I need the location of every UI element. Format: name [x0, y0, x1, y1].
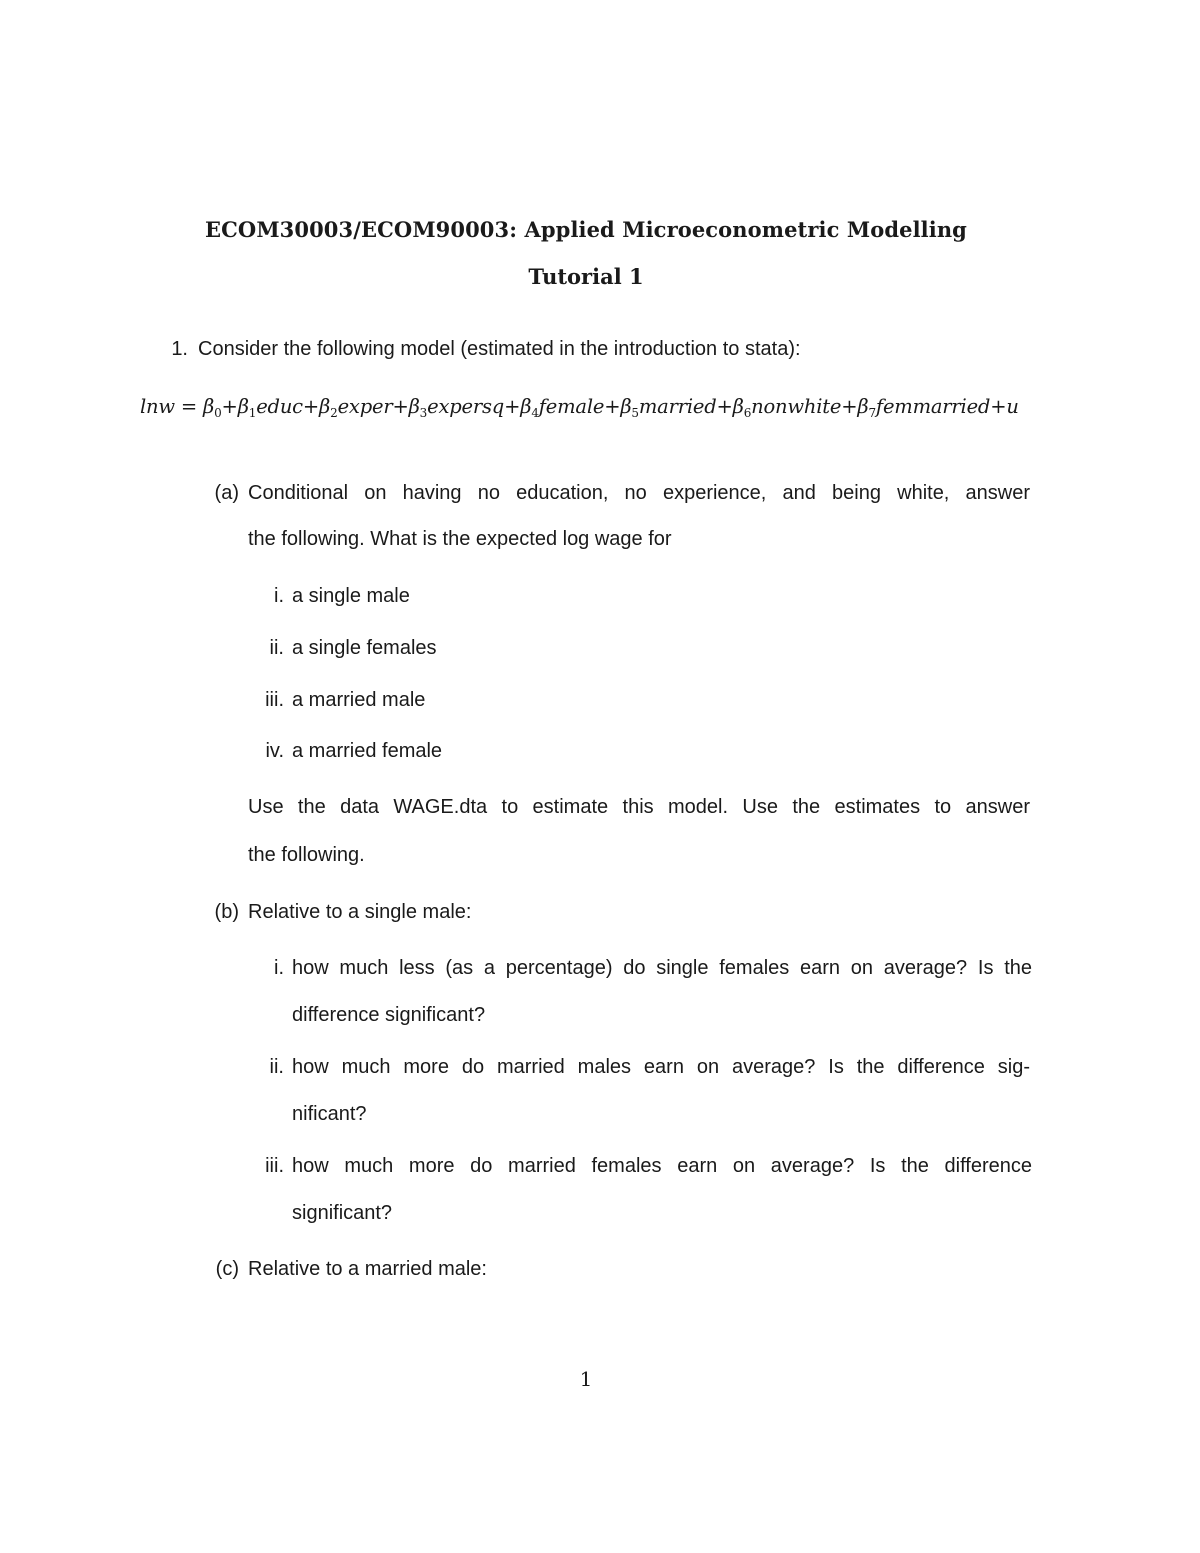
part-b-item-line-2: significant?: [292, 1202, 393, 1224]
equation-equals: =: [180, 395, 198, 418]
equation-term-2: $\beta_2exper$: [319, 395, 393, 420]
document-subtitle: Tutorial 1: [528, 264, 644, 289]
part-a-line-1: Conditional on having no education, no experience, and being white, answer: [248, 482, 1030, 504]
question-number: 1.: [171, 338, 188, 360]
equation-term-1: $\beta_1educ$: [237, 395, 303, 420]
part-c-label: (c): [215, 1258, 239, 1280]
part-b-item-label: ii.: [269, 1056, 284, 1078]
part-a-label: (a): [214, 482, 239, 504]
document-title: ECOM30003/ECOM90003: Applied Microeconometric Modelling: [205, 217, 967, 242]
part-a-item-label: iii.: [265, 689, 284, 711]
part-a-item-text: a single male: [292, 585, 410, 607]
equation-term-0: $\beta_0$: [203, 395, 222, 420]
part-b-item-line-2: difference significant?: [292, 1004, 486, 1026]
part-c-text: Relative to a married male:: [248, 1258, 487, 1280]
question-intro: Consider the following model (estimated in the introduction to stata):: [198, 338, 801, 360]
equation-term-5: $\beta_5married$: [620, 395, 717, 420]
part-a-item-label: ii.: [269, 637, 284, 659]
part-a-after-line-1: Use the data WAGE.dta to estimate this model. Use the estimates to answer: [248, 796, 1030, 818]
part-b-item-line-1: how much more do married females earn on average? Is the difference: [292, 1155, 1032, 1177]
equation-lhs: lnw: [140, 395, 175, 418]
part-a-line-2: the following. What is the expected log wage for: [248, 528, 672, 550]
part-b-item-label: iii.: [265, 1155, 284, 1177]
equation-term-3: $\beta_3expersq$: [408, 395, 505, 420]
part-a-item-text: a married male: [292, 689, 426, 711]
part-a-item-label: iv.: [265, 740, 284, 762]
part-a-item-label: i.: [274, 585, 284, 607]
part-b-item-line-1: how much more do married males earn on average? Is the difference sig-: [292, 1056, 1030, 1078]
part-b-item-line-2: nificant?: [292, 1103, 367, 1125]
part-b-label: (b): [214, 901, 239, 923]
part-a-after-line-2: the following.: [248, 844, 365, 866]
page-number: 1: [579, 1367, 593, 1391]
equation-term-4: $\beta_4female$: [520, 395, 605, 420]
equation-error: u: [1006, 395, 1019, 418]
model-equation: $\ln w = \beta_0+\beta_1educ+\beta_2exper+\beta_3expersq+\beta_4female+\beta_5married+\beta_6nonwhite+\beta_7femmarried+u$: [140, 395, 1019, 420]
part-b-text: Relative to a single male:: [248, 901, 472, 923]
part-b-item-label: i.: [274, 957, 284, 979]
equation-term-6: $\beta_6nonwhite$: [732, 395, 842, 420]
part-b-item-line-1: how much less (as a percentage) do single females earn on average? Is the: [292, 957, 1032, 979]
part-a-item-text: a married female: [292, 740, 443, 762]
part-a-item-text: a single females: [292, 637, 437, 659]
equation-term-7: $\beta_7femmarried$: [857, 395, 991, 420]
